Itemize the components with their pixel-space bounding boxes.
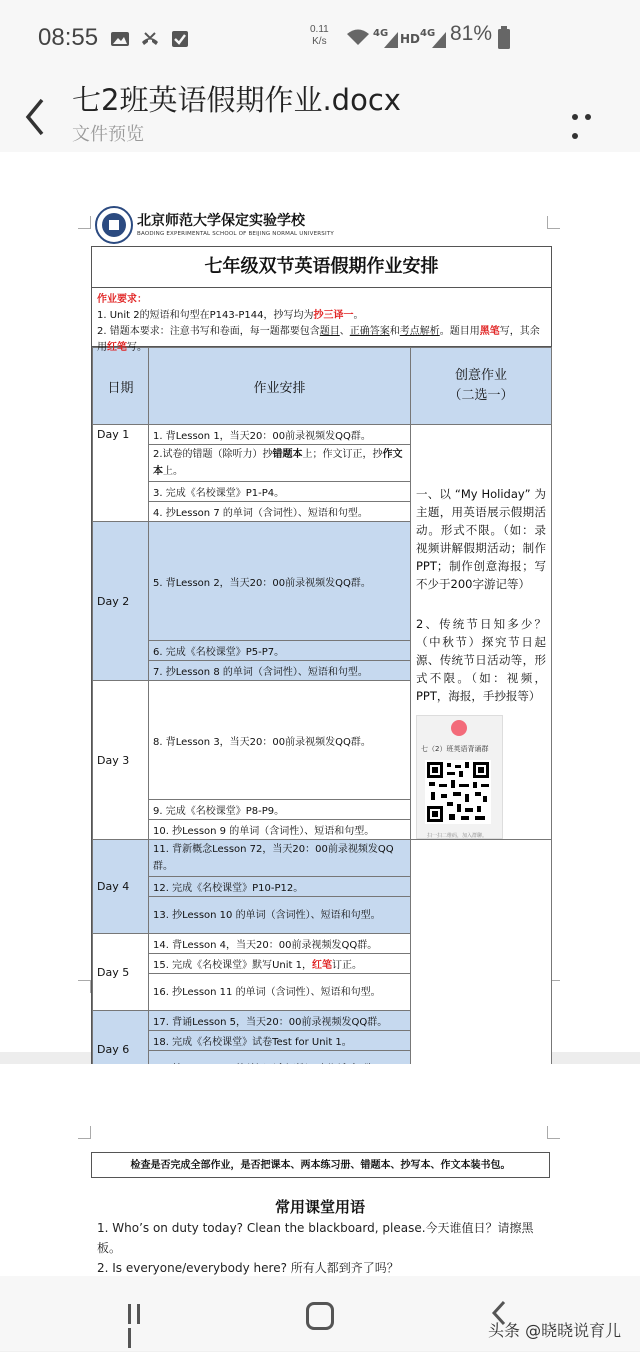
task-cell: 17. 背诵Lesson 5，当天20：00前录视频发QQ群。: [149, 1011, 411, 1031]
signal-icon: [384, 30, 398, 48]
task-2-end: 上。: [163, 466, 183, 477]
req2-red-pen: 红笔: [107, 342, 127, 353]
req2-text: 2. 错题本要求：注意书写和卷面，每一题都要包含: [97, 326, 320, 337]
creative-cell: [411, 425, 552, 840]
task-15-end: 订正。: [331, 960, 362, 971]
task-cell: 8. 背Lesson 3，当天20：00前录视频发QQ群。: [149, 681, 411, 800]
task-cell: 14. 背Lesson 4，当天20：00前录视频发QQ群。: [149, 934, 411, 954]
req2-mid2: 写，其余用: [97, 326, 540, 353]
file-title: 七2班英语假期作业.docx: [72, 83, 401, 117]
task-cell: 16. 抄Lesson 11 的单词（含词性）、短语和句型。: [149, 974, 411, 1011]
wifi-icon: [346, 28, 370, 46]
missed-call-icon: [140, 30, 160, 48]
day-cell: Day 6: [93, 1011, 149, 1088]
task-cell: 5. 背Lesson 2，当天20：00前录视频发QQ群。: [149, 522, 411, 641]
battery-icon: [497, 26, 511, 50]
table-row: [93, 425, 552, 445]
header-date: 日期: [93, 348, 149, 425]
qr-code-icon: [425, 760, 491, 824]
home-icon[interactable]: [306, 1302, 334, 1330]
phrase-line-2: 2. Is everyone/everybody here? 所有人都到齐了吗？: [97, 1261, 399, 1275]
qr-footnote: 扫一扫二维码，加入群聊。: [427, 833, 488, 839]
header-creative: [411, 348, 552, 425]
checklist-note: 检查是否完成全部作业，是否把课本、两本练习册、错题本、抄写本、作文本装书包。: [91, 1152, 550, 1178]
back-arrow-icon[interactable]: [20, 92, 54, 142]
req2-analysis: 考点解析: [399, 326, 440, 337]
req2-mid: 。题目用: [439, 326, 480, 337]
status-bar: [0, 0, 640, 80]
network-4g-1: 4G: [373, 28, 389, 39]
req2-and: 和: [389, 326, 400, 337]
req2-answer: 正确答案: [349, 326, 390, 337]
task-cell: 6. 完成《名校课堂》P5-P7。: [149, 641, 411, 661]
task-cell: 3. 完成《名校课堂》P1-P4。: [149, 482, 411, 502]
signal-icon-2: [432, 30, 446, 48]
day-cell: Day 3: [93, 681, 149, 840]
app-bar: [0, 72, 640, 152]
school-logo-icon: [95, 206, 133, 244]
heart-icon: [451, 720, 467, 736]
network-4g-2: 4G: [420, 28, 436, 39]
req1-emphasis: 抄三译一: [313, 310, 354, 321]
table-header-row: [93, 348, 552, 425]
net-speed: [310, 24, 329, 48]
sheet-title: 七年级双节英语假期作业安排: [92, 247, 551, 288]
homework-sheet: [91, 246, 552, 1166]
task-2-text2: 上；作文订正，抄: [302, 449, 383, 460]
req1-end: 。: [353, 310, 364, 321]
qr-title: 七（2）班英语背诵群: [421, 745, 489, 753]
battery-percent: 81%: [450, 22, 493, 45]
day-cell: Day 5: [93, 934, 149, 1011]
phrase-line-1: 1. Who’s on duty today? Clean the blackboard, please.今天谁值日？请擦黑板。: [97, 1221, 534, 1255]
task-2-text: 2.试卷的错题（除听力）抄: [153, 449, 273, 460]
hd-label: HD: [400, 32, 421, 46]
checkbox-icon: [170, 30, 190, 48]
task-cell: [149, 445, 411, 482]
task-cell: 12. 完成《名校课堂》P10-P12。: [149, 877, 411, 897]
net-speed-value: 0.11: [310, 24, 329, 35]
document-page-1: [0, 152, 640, 1056]
system-nav-bar: [0, 1276, 640, 1351]
table-row: [93, 840, 552, 877]
day-cell: Day 4: [93, 840, 149, 934]
page-corner-mark: [547, 1126, 560, 1139]
watermark: 头条 @晓晓说育儿: [488, 1321, 622, 1340]
task-cell: 10. 抄Lesson 9 的单词（含词性）、短语和句型。: [149, 820, 411, 840]
status-time: 08:55: [38, 24, 99, 51]
requirements: [92, 288, 551, 353]
qq-group-qr-card[interactable]: [416, 715, 503, 839]
header-creative-text: 创意作业 （二选一）: [448, 368, 514, 403]
task-cell: [149, 954, 411, 974]
schedule-table: [92, 347, 552, 1165]
creative-option-1: 一、以 “My Holiday” 为主题，用英语展示假期活动。形式不限。（如：录视频讲解假期活动；制作PPT；制作创意海报；写不少于200字游记等）: [416, 487, 546, 591]
task-15-text: 15. 完成《名校课堂》默写Unit 1，: [153, 960, 312, 971]
school-name-en: BAODING EXPERIMENTAL SCHOOL OF BEIJING NORMAL UNIVERSITY: [137, 231, 334, 237]
task-2-bold: 错题本: [272, 449, 303, 460]
creative-option-2: 2、传统节日知多少？（中秋节）探究节日起源、传统节日活动等，形式不限。（如：视频， PPT，海报，手抄报等）: [416, 617, 546, 703]
header-tasks: 作业安排: [149, 348, 411, 425]
req2-black-pen: 黑笔: [479, 326, 500, 337]
gallery-icon: [110, 30, 130, 48]
req-label: 作业要求：: [97, 294, 147, 305]
classroom-phrases-heading: 常用课堂用语: [274, 1198, 365, 1216]
task-2-bold2: 作文本: [153, 449, 403, 477]
page-corner-mark: [78, 1126, 91, 1139]
task-cell: 7. 抄Lesson 8 的单词（含词性）、短语和句型。: [149, 661, 411, 681]
req2-question: 题目: [319, 326, 340, 337]
file-subtitle: 文件预览: [72, 124, 144, 145]
task-cell: 13. 抄Lesson 10 的单词（含词性）、短语和句型。: [149, 897, 411, 934]
day-cell: Day 1: [93, 425, 149, 522]
day-cell: Day 2: [93, 522, 149, 681]
page-corner-mark: [547, 216, 560, 229]
task-cell: 9. 完成《名校课堂》P8-P9。: [149, 800, 411, 820]
net-speed-unit: K/s: [312, 36, 327, 47]
page-corner-mark: [78, 980, 91, 993]
req1-text: 1. Unit 2的短语和句型在P143-P144，抄写均为: [97, 310, 314, 321]
task-cell: 4. 抄Lesson 7 的单词（含词性）、短语和句型。: [149, 502, 411, 522]
document-viewer[interactable]: [0, 152, 640, 1276]
recent-apps-icon[interactable]: [128, 1304, 154, 1324]
school-name-cn: 北京师范大学保定实验学校: [137, 213, 305, 229]
task-cell: 18. 完成《名校课堂》试卷Test for Unit 1。: [149, 1031, 411, 1051]
req2-sep: 、: [339, 326, 350, 337]
req2-end: 写。: [127, 342, 147, 353]
task-15-red: 红笔: [311, 960, 332, 971]
task-cell: 1. 背Lesson 1，当天20：00前录视频发QQ群。: [149, 425, 411, 445]
task-cell: 11. 背新概念Lesson 72，当天20：00前录视频发QQ群。: [149, 840, 411, 877]
page-corner-mark: [78, 216, 91, 229]
more-options-icon[interactable]: [572, 105, 608, 115]
